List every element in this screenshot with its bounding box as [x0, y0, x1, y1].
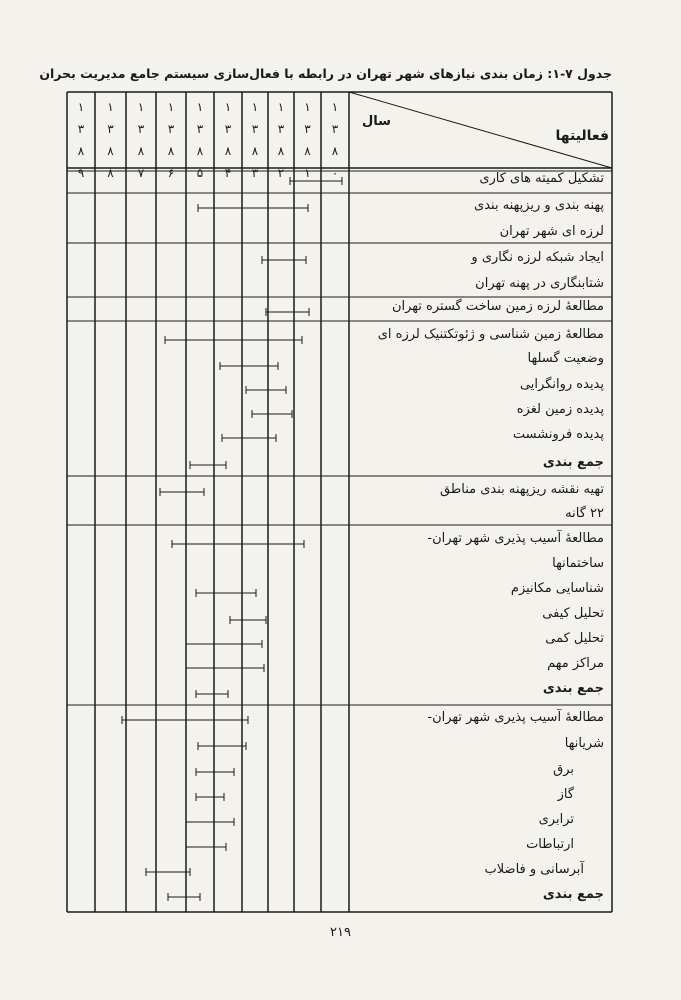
activity-label: تهیه نقشه ریزپهنه بندی مناطق — [440, 482, 604, 497]
activity-label: پهنه بندی و ریزپهنه بندی — [474, 198, 604, 213]
activity-label: شتابنگاری در پهنه تهران — [475, 276, 604, 291]
year-digit: ۱ — [196, 100, 204, 114]
year-digit: ۳ — [107, 122, 114, 136]
year-digit: ۱ — [167, 100, 175, 114]
activity-label: شناسایی مکانیزم — [510, 581, 604, 596]
year-column-header — [156, 96, 186, 184]
activity-label: مطالعهٔ آسیب پذیری شهر تهران- — [427, 710, 604, 725]
year-digit: ۳ — [331, 122, 339, 136]
activity-label: ساختمانها — [552, 556, 604, 571]
activity-label: ترابری — [538, 812, 574, 827]
year-digit: ۲ — [277, 166, 285, 180]
year-digit: ۸ — [107, 144, 114, 158]
year-digit: ۸ — [304, 144, 311, 158]
year-column-header — [321, 96, 349, 184]
page-number: ۲۱۹ — [330, 925, 351, 940]
year-digit: ۳ — [251, 122, 259, 136]
year-digit: ۵ — [196, 166, 204, 180]
activity-label: برق — [553, 762, 574, 777]
year-digit: ۸ — [331, 144, 339, 158]
year-column-header — [242, 96, 268, 184]
activity-label: لرزه ای شهر تهران — [499, 224, 604, 239]
year-digit: ۱ — [251, 100, 259, 114]
year-digit: ۸ — [107, 166, 114, 180]
year-digit: ۱ — [304, 100, 311, 114]
activity-label: پدیده زمین لغزه — [516, 402, 604, 417]
year-digit: ۴ — [224, 166, 232, 180]
activity-label: پدیده فرونشست — [512, 427, 604, 442]
activity-label: مطالعهٔ آسیب پذیری شهر تهران- — [427, 531, 604, 546]
year-digit: ۸ — [77, 144, 85, 158]
table-caption: جدول ۷-۱: زمان بندی نیازهای شهر تهران در رابطه با فعال‌سازی سیستم جامع مدیریت بحران — [39, 66, 612, 81]
activity-label: مراکز مهم — [547, 656, 604, 671]
year-digit: ۱ — [137, 100, 145, 114]
activity-label: آبرسانی و فاضلاب — [484, 862, 584, 877]
year-digit: ۸ — [251, 144, 259, 158]
activity-label: مطالعهٔ زمین شناسی و ژئوتکتنیک لرزه ای — [377, 327, 604, 342]
activity-label: پدیده روانگرایی — [519, 377, 604, 392]
year-digit: ۹ — [77, 166, 85, 180]
activity-label: گاز — [557, 787, 574, 802]
activity-label: مطالعهٔ لرزه زمین ساخت گستره تهران — [391, 299, 604, 314]
year-digit: ۸ — [277, 144, 285, 158]
year-digit: ۸ — [167, 144, 175, 158]
year-digit: ۷ — [137, 166, 145, 180]
summary-row-label: جمع بندی — [542, 681, 604, 696]
activities-header: فعالیتها — [555, 128, 609, 144]
year-column-header — [268, 96, 294, 184]
activity-label: ارتباطات — [526, 837, 574, 852]
year-header: سال — [362, 114, 391, 129]
year-digit: ۳ — [304, 122, 311, 136]
activity-label: تحلیل کیفی — [542, 606, 604, 621]
year-digit: ۱ — [77, 100, 85, 114]
year-column-header — [67, 96, 95, 184]
year-digit: ۱ — [107, 100, 114, 114]
activity-label: شریانها — [564, 736, 604, 751]
activity-label: ۲۲ گانه — [565, 506, 604, 521]
year-column-header — [294, 96, 321, 184]
year-digit: ۳ — [277, 122, 285, 136]
year-digit: ۱ — [224, 100, 232, 114]
year-digit: ۳ — [77, 122, 85, 136]
activity-label: تشکیل کمیته های کاری — [479, 171, 604, 186]
year-column-header — [214, 96, 242, 184]
summary-row-label: جمع بندی — [542, 887, 604, 902]
summary-row-label: جمع بندی — [542, 455, 604, 470]
year-digit: ۳ — [196, 122, 204, 136]
year-digit: ۳ — [137, 122, 145, 136]
year-digit: ۳ — [251, 166, 259, 180]
activity-label: تحلیل کمی — [545, 631, 604, 646]
year-digit: ۸ — [224, 144, 232, 158]
year-digit: ۳ — [167, 122, 175, 136]
year-digit: ۱ — [331, 100, 339, 114]
year-column-header — [186, 96, 214, 184]
year-digit: ۸ — [196, 144, 204, 158]
activity-label: ایجاد شبکه لرزه نگاری و — [471, 250, 604, 265]
year-column-header — [126, 96, 156, 184]
activity-label: وضعیت گسلها — [527, 351, 604, 366]
year-digit: ۳ — [224, 122, 232, 136]
year-digit: ۰ — [331, 166, 339, 180]
year-digit: ۸ — [137, 144, 145, 158]
year-column-header — [95, 96, 126, 184]
year-digit: ۶ — [167, 166, 175, 180]
year-digit: ۱ — [277, 100, 285, 114]
year-digit: ۱ — [304, 166, 311, 180]
